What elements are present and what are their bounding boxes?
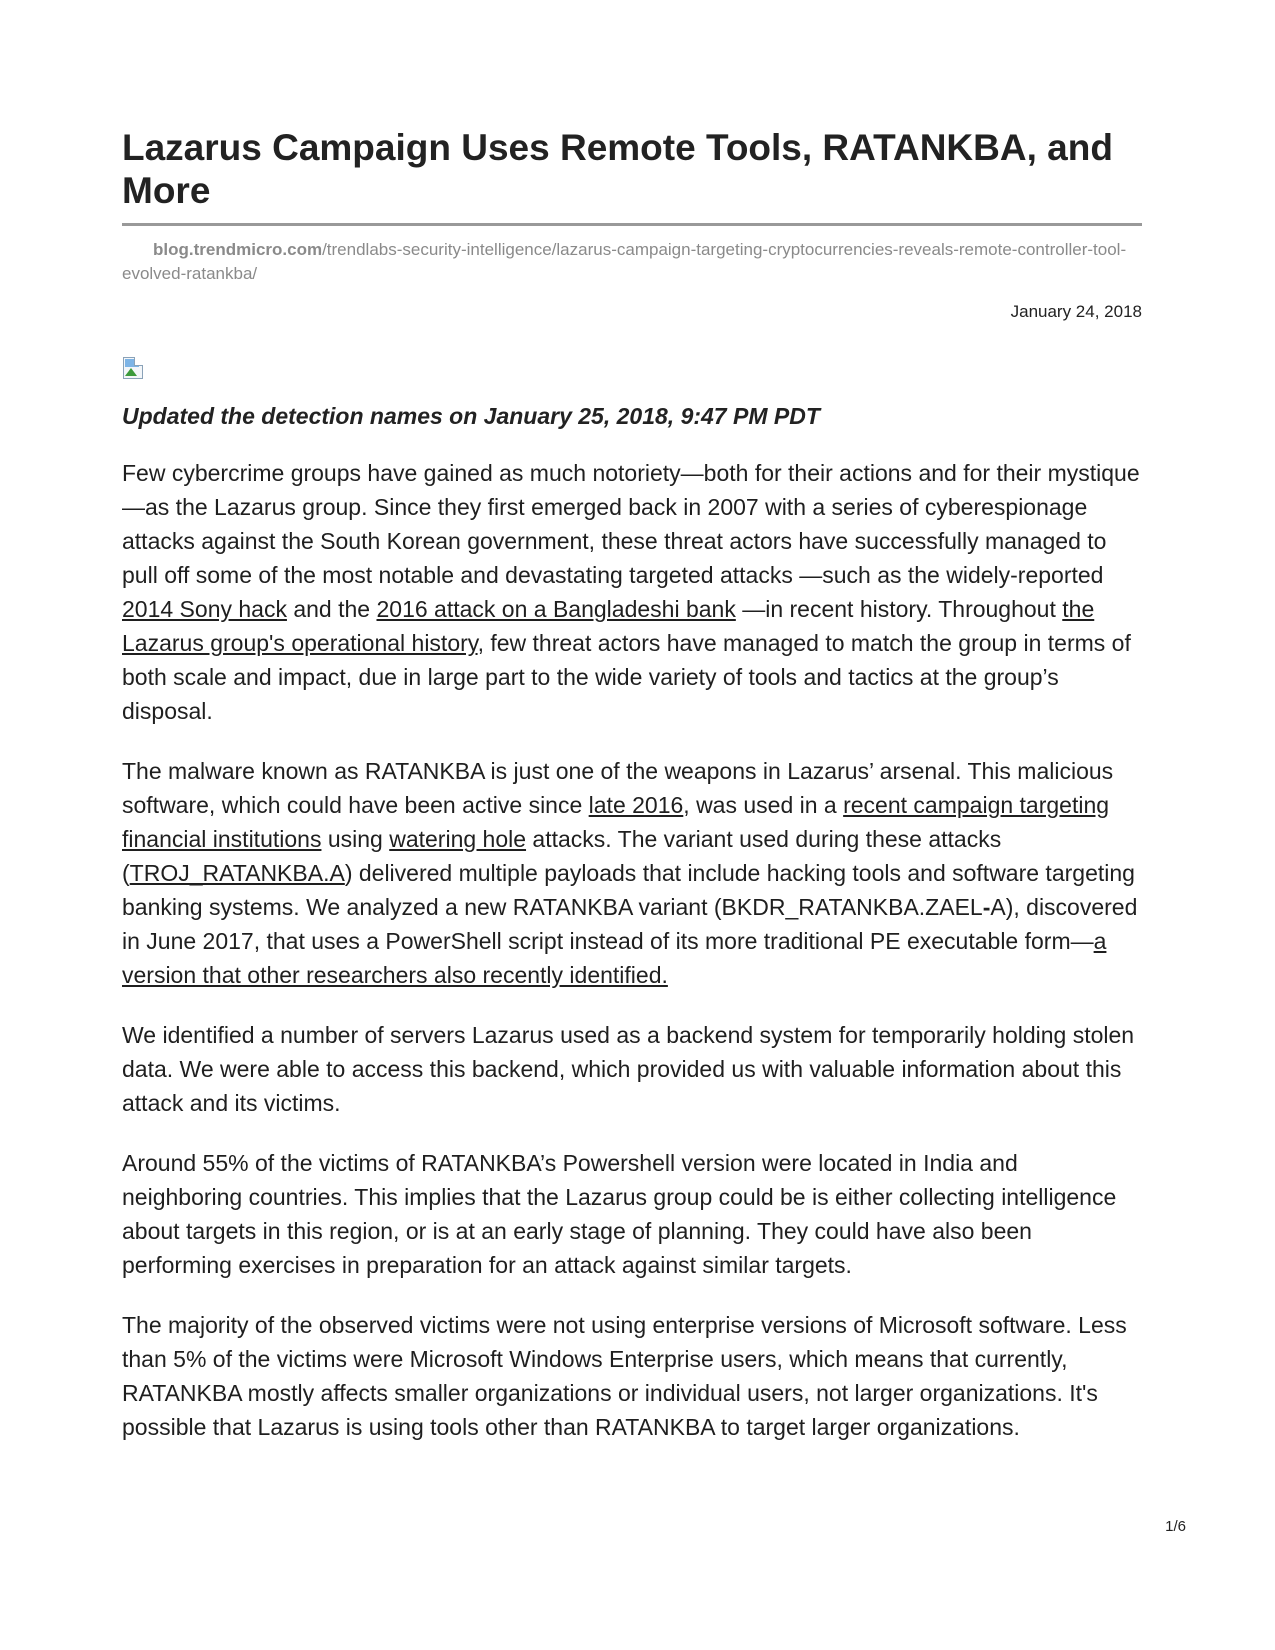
p2-text-4: attacks. The variant used during these attacks ( <box>122 826 1002 886</box>
p2-text-2: , was used in a <box>683 792 844 818</box>
link-troj-ratankba[interactable]: TROJ_RATANKBA.A <box>129 860 345 886</box>
link-other-researchers[interactable]: a version that other researchers also recently identified. <box>122 928 1107 988</box>
link-bangladeshi-bank[interactable]: 2016 attack on a Bangladeshi bank <box>376 596 736 622</box>
source-domain: blog.trendmicro.com <box>153 240 323 259</box>
page-number: 1/6 <box>1165 1518 1186 1535</box>
paragraph-5: The majority of the observed victims were not using enterprise versions of Microsoft software. Less than 5% of the victims were Microsoft Windows Enterprise users, which means that currently, RATANKBA mostly affects smaller organizations or individual users, not larger organizations. It's possible that Lazarus is using tools other than RATANKBA to target larger organizations. <box>122 1312 1127 1440</box>
broken-image-icon <box>122 356 144 380</box>
source-path: /trendlabs-security-intelligence/lazarus-campaign-targeting-cryptocurrencies-reveals-remote-controller-tool-evolved-ratankba/ <box>122 240 1127 283</box>
update-note: Updated the detection names on January 25, 2018, 9:47 PM PDT <box>122 403 820 429</box>
link-watering-hole[interactable]: watering hole <box>389 826 527 852</box>
p2-text-5: ) delivered multiple payloads that include hacking tools and software targeting banking systems. We analyzed a new RATANKBA variant (BKDR_RATANKBA.ZAEL <box>122 860 1135 920</box>
p2-text-1: The malware known as RATANKBA is just one of the weapons in Lazarus’ arsenal. This malicious software, which could have been active since <box>122 758 1114 818</box>
paragraph-1 <box>122 456 1142 728</box>
link-recent-campaign[interactable]: recent campaign targeting financial institutions <box>122 792 1110 852</box>
paragraph-2 <box>122 754 1142 992</box>
image-tear <box>134 357 143 366</box>
p2-text-6: A), discovered in June 2017, that uses a PowerShell script instead of its more traditional PE executable form— <box>122 894 1138 954</box>
p1-text-3: —in recent history. Throughout <box>735 596 1063 622</box>
link-late-2016[interactable]: late 2016 <box>588 792 684 818</box>
link-operational-history[interactable]: the Lazarus group's operational history <box>122 596 1095 656</box>
paragraph-3: We identified a number of servers Lazarus used as a backend system for temporarily holding stolen data. We were able to access this backend, which provided us with valuable information about this attack and its victims. <box>122 1022 1135 1116</box>
p2-text-3: using <box>321 826 390 852</box>
paragraph-4: Around 55% of the victims of RATANKBA’s Powershell version were located in India and neighboring countries. This implies that the Lazarus group could be is either collecting intelligence about targets in this region, or is at an early stage of planning. They could have also been performing exercises in preparation for an attack against similar targets. <box>122 1150 1117 1278</box>
article <box>122 126 1142 1444</box>
link-sony-hack[interactable]: 2014 Sony hack <box>122 596 287 622</box>
p1-text-1: Few cybercrime groups have gained as much notoriety—both for their actions and for their mystique—as the Lazarus group. Since they first emerged back in 2007 with a series of cyberespionage attacks against the South Korean government, these threat actors have successfully managed to pull off some of the most notable and devastating targeted attacks —such as the widely-reported <box>122 460 1140 588</box>
publish-date: January 24, 2018 <box>1010 302 1142 321</box>
p1-text-2: and the <box>286 596 377 622</box>
source-url[interactable] <box>122 238 1142 286</box>
p2-hyphen: - <box>982 894 991 920</box>
p1-text-4: , few threat actors have managed to match the group in terms of both scale and impact, due in large part to the wide variety of tools and tactics at the group’s disposal. <box>122 630 1131 724</box>
image-hill <box>125 368 137 376</box>
article-title: Lazarus Campaign Uses Remote Tools, RATANKBA, and More <box>122 126 1142 226</box>
